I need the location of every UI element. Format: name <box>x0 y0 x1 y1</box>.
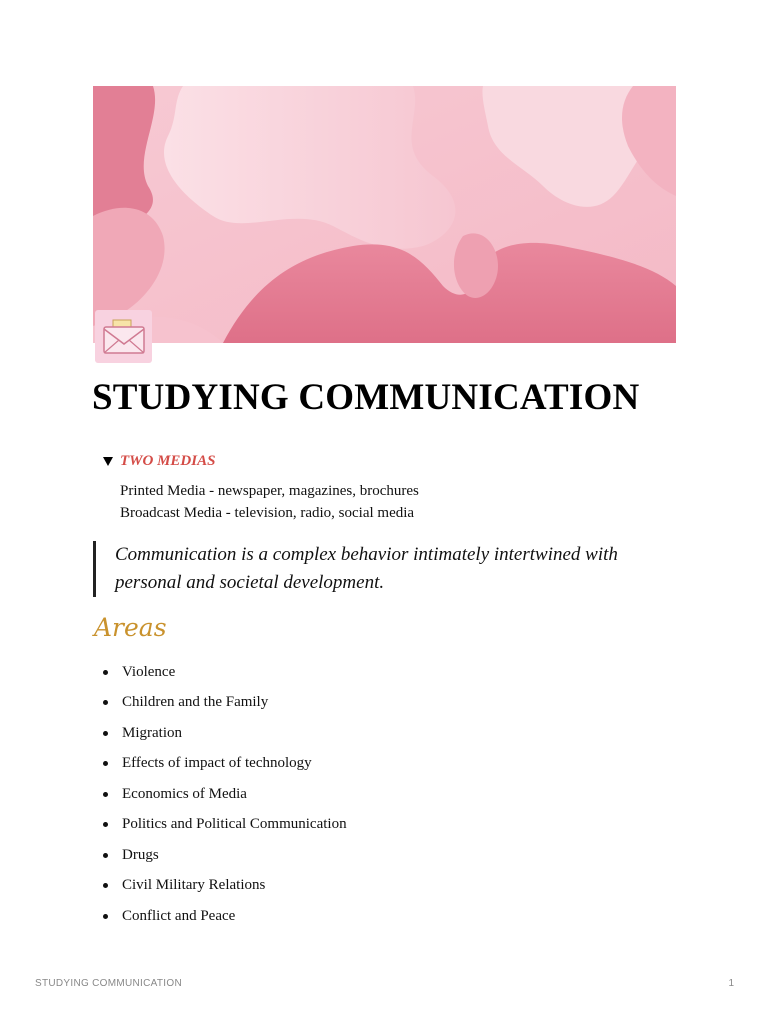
list-item <box>101 901 347 932</box>
bullet-icon <box>103 761 108 766</box>
quote-block: Communication is a complex behavior intimately intertwined with personal and societal development. <box>93 541 675 597</box>
list-item <box>101 688 347 719</box>
list-item <box>101 718 347 749</box>
list-item-text: Children and the Family <box>122 694 269 711</box>
list-item-text: Conflict and Peace <box>122 907 236 924</box>
list-item <box>101 871 347 902</box>
list-item <box>101 749 347 780</box>
toggle-block <box>103 452 663 524</box>
areas-list <box>101 657 347 932</box>
cover-abstract-art <box>93 86 676 343</box>
list-item-text: Violence <box>122 663 176 680</box>
footer-title: STUDYING COMMUNICATION <box>35 978 182 989</box>
toggle-line: Printed Media - newspaper, magazines, brochures <box>120 483 419 499</box>
list-item-text: Politics and Political Communication <box>122 816 347 833</box>
toggle-line: Broadcast Media - television, radio, social media <box>120 505 415 521</box>
list-item-text: Civil Military Relations <box>122 877 266 894</box>
list-item <box>101 840 347 871</box>
list-item-text: Drugs <box>122 846 159 863</box>
list-item-text: Effects of impact of technology <box>122 755 312 772</box>
list-item-text: Economics of Media <box>122 785 247 802</box>
bullet-icon <box>103 731 108 736</box>
bullet-icon <box>103 822 108 827</box>
toggle-label: TWO MEDIAS <box>120 452 216 469</box>
envelope-letter-icon <box>95 310 152 363</box>
cover-image <box>93 86 676 343</box>
bullet-icon <box>103 883 108 888</box>
list-item <box>101 657 347 688</box>
bullet-icon <box>103 853 108 858</box>
list-item-text: Migration <box>122 724 182 741</box>
list-item <box>101 810 347 841</box>
page-number: 1 <box>728 978 734 989</box>
page-title: STUDYING COMMUNICATION <box>92 377 640 418</box>
toggle-content <box>120 480 663 524</box>
list-item <box>101 779 347 810</box>
bullet-icon <box>103 914 108 919</box>
triangle-down-icon[interactable] <box>103 457 113 466</box>
bullet-icon <box>103 670 108 675</box>
areas-heading: Areas <box>94 613 167 642</box>
toggle-header[interactable] <box>103 452 663 470</box>
bullet-icon <box>103 792 108 797</box>
bullet-icon <box>103 700 108 705</box>
